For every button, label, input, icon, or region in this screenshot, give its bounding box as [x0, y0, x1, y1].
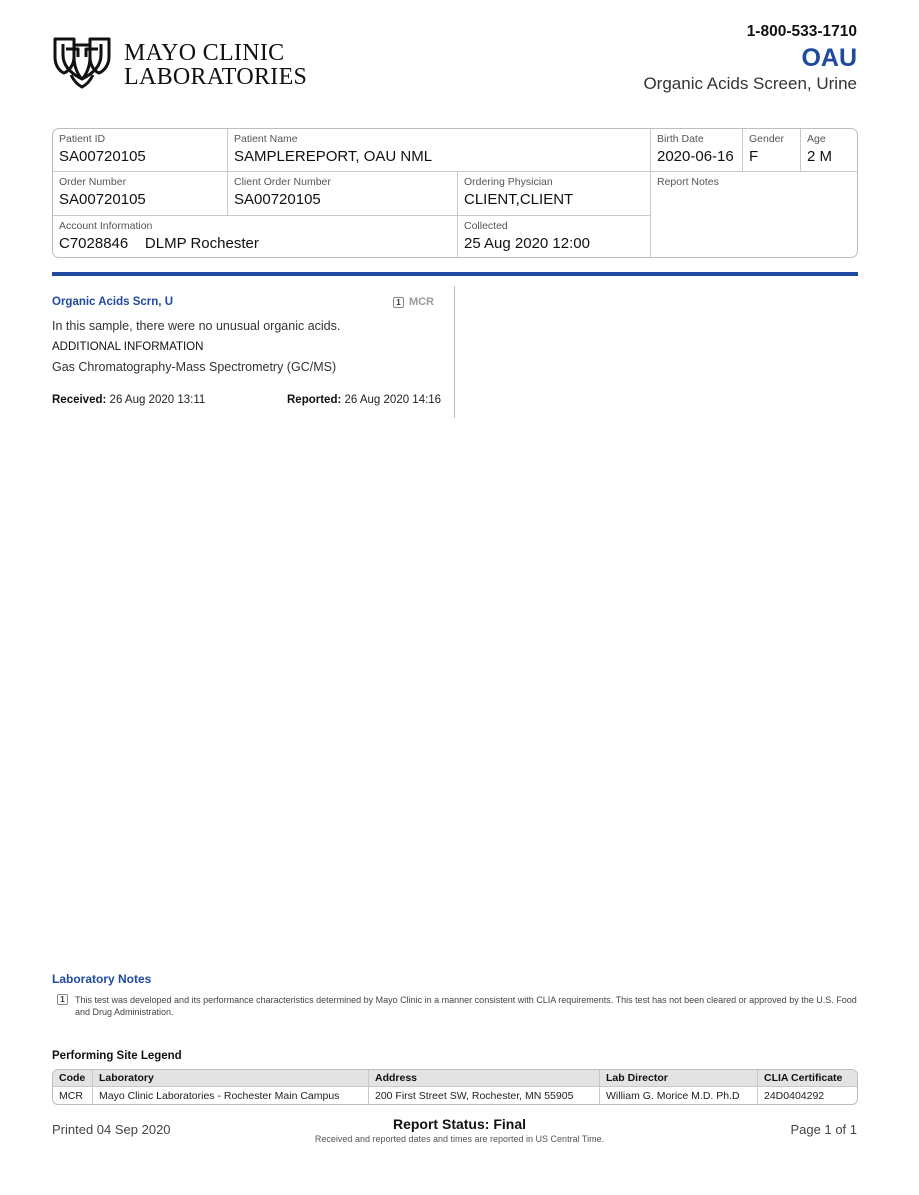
account-information-label: Account Information — [59, 220, 153, 232]
order-number-value: SA00720105 — [59, 191, 146, 208]
report-notes-cell — [651, 172, 725, 193]
method-text: Gas Chromatography-Mass Spectrometry (GC/MS) — [52, 360, 337, 374]
reported-value: 26 Aug 2020 14:16 — [344, 394, 442, 406]
timezone-note: Received and reported dates and times are reported in US Central Time. — [314, 1134, 605, 1144]
mayo-clinic-logo — [52, 35, 307, 94]
note-reference-badge: 1 — [393, 297, 404, 308]
gender-cell — [743, 129, 790, 170]
result-panel — [52, 286, 455, 418]
received-value: 26 Aug 2020 13:11 — [109, 394, 206, 406]
order-number-cell — [53, 172, 152, 213]
birth-date-label: Birth Date — [657, 133, 704, 145]
collected-label: Collected — [464, 220, 508, 232]
report-notes-label: Report Notes — [657, 176, 719, 188]
performing-site-ref — [393, 296, 434, 308]
patient-id-label: Patient ID — [59, 133, 106, 145]
client-order-number-cell — [228, 172, 337, 213]
additional-information-heading: ADDITIONAL INFORMATION — [52, 341, 204, 353]
client-order-number-label: Client Order Number — [234, 176, 331, 188]
gender-label: Gender — [749, 133, 785, 145]
table-header-row — [53, 1070, 857, 1087]
reported-group — [287, 394, 441, 406]
patient-id-value: SA00720105 — [59, 148, 146, 165]
section-divider-bar — [52, 272, 858, 276]
cell-code: MCR — [53, 1087, 93, 1104]
test-name: Organic Acids Screen, Urine — [643, 74, 857, 93]
report-status-title: Report Status: Final — [392, 1116, 526, 1132]
patient-name-label: Patient Name — [234, 133, 298, 145]
collected-cell — [458, 216, 596, 257]
gender-value: F — [749, 148, 759, 165]
age-cell — [801, 129, 838, 170]
note-number-badge: 1 — [57, 994, 68, 1005]
patient-name-cell — [228, 129, 438, 170]
laboratory-note-text: This test was developed and its performance characteristics determined by Mayo Clinic in a manner consistent with CLIA requirements. This test has not been cleared or approved by the U.S. Food and Drug Administration. — [75, 995, 857, 1017]
laboratory-note-item — [57, 994, 857, 1018]
column-header-clia-certificate: CLIA Certificate — [758, 1070, 857, 1087]
ordering-physician-cell — [458, 172, 579, 213]
birth-date-cell — [651, 129, 740, 170]
divider — [53, 171, 857, 172]
column-header-address: Address — [369, 1070, 600, 1087]
account-information-cell — [53, 216, 265, 257]
page-number: Page 1 of 1 — [790, 1122, 857, 1137]
cell-address: 200 First Street SW, Rochester, MN 55905 — [369, 1087, 600, 1104]
cell-laboratory: Mayo Clinic Laboratories - Rochester Main Campus — [93, 1087, 369, 1104]
patient-info-box — [52, 128, 858, 258]
laboratory-notes-title: Laboratory Notes — [52, 972, 152, 986]
test-code: OAU — [801, 44, 857, 72]
logo-line-2: LABORATORIES — [124, 63, 308, 90]
ordering-physician-value: CLIENT,CLIENT — [464, 191, 574, 208]
birth-date-value: 2020-06-16 — [657, 148, 734, 165]
column-header-code: Code — [53, 1070, 93, 1087]
patient-name-value: SAMPLEREPORT, OAU NML — [234, 148, 433, 165]
report-header-info — [643, 22, 857, 95]
phone-number: 1-800-533-1710 — [746, 23, 857, 40]
column-header-laboratory: Laboratory — [93, 1070, 369, 1087]
age-label: Age — [807, 133, 826, 145]
ordering-physician-label: Ordering Physician — [464, 176, 553, 188]
result-interpretation: In this sample, there were no unusual organic acids. — [52, 319, 341, 333]
order-number-label: Order Number — [59, 176, 127, 188]
result-title: Organic Acids Scrn, U — [52, 296, 173, 308]
reported-label: Reported: — [287, 394, 342, 406]
account-information-value: C7028846 DLMP Rochester — [59, 235, 259, 252]
client-order-number-value: SA00720105 — [234, 191, 321, 208]
site-code: MCR — [408, 296, 434, 308]
performing-site-table — [52, 1069, 858, 1105]
patient-id-cell — [53, 129, 152, 170]
report-status — [0, 1116, 919, 1145]
column-header-lab-director: Lab Director — [600, 1070, 758, 1087]
received-label: Received: — [52, 394, 107, 406]
printed-date: Printed 04 Sep 2020 — [52, 1122, 171, 1137]
collected-value: 25 Aug 2020 12:00 — [464, 235, 590, 252]
three-shields-icon — [52, 35, 112, 94]
performing-site-legend-title: Performing Site Legend — [52, 1050, 182, 1062]
logo-line-1: MAYO CLINIC — [124, 39, 285, 66]
cell-clia-certificate: 24D0404292 — [764, 1089, 825, 1102]
age-value: 2 M — [807, 148, 833, 165]
cell-lab-director: William G. Morice M.D. Ph.D — [600, 1087, 758, 1104]
result-dates — [52, 394, 442, 406]
table-row — [53, 1087, 857, 1104]
